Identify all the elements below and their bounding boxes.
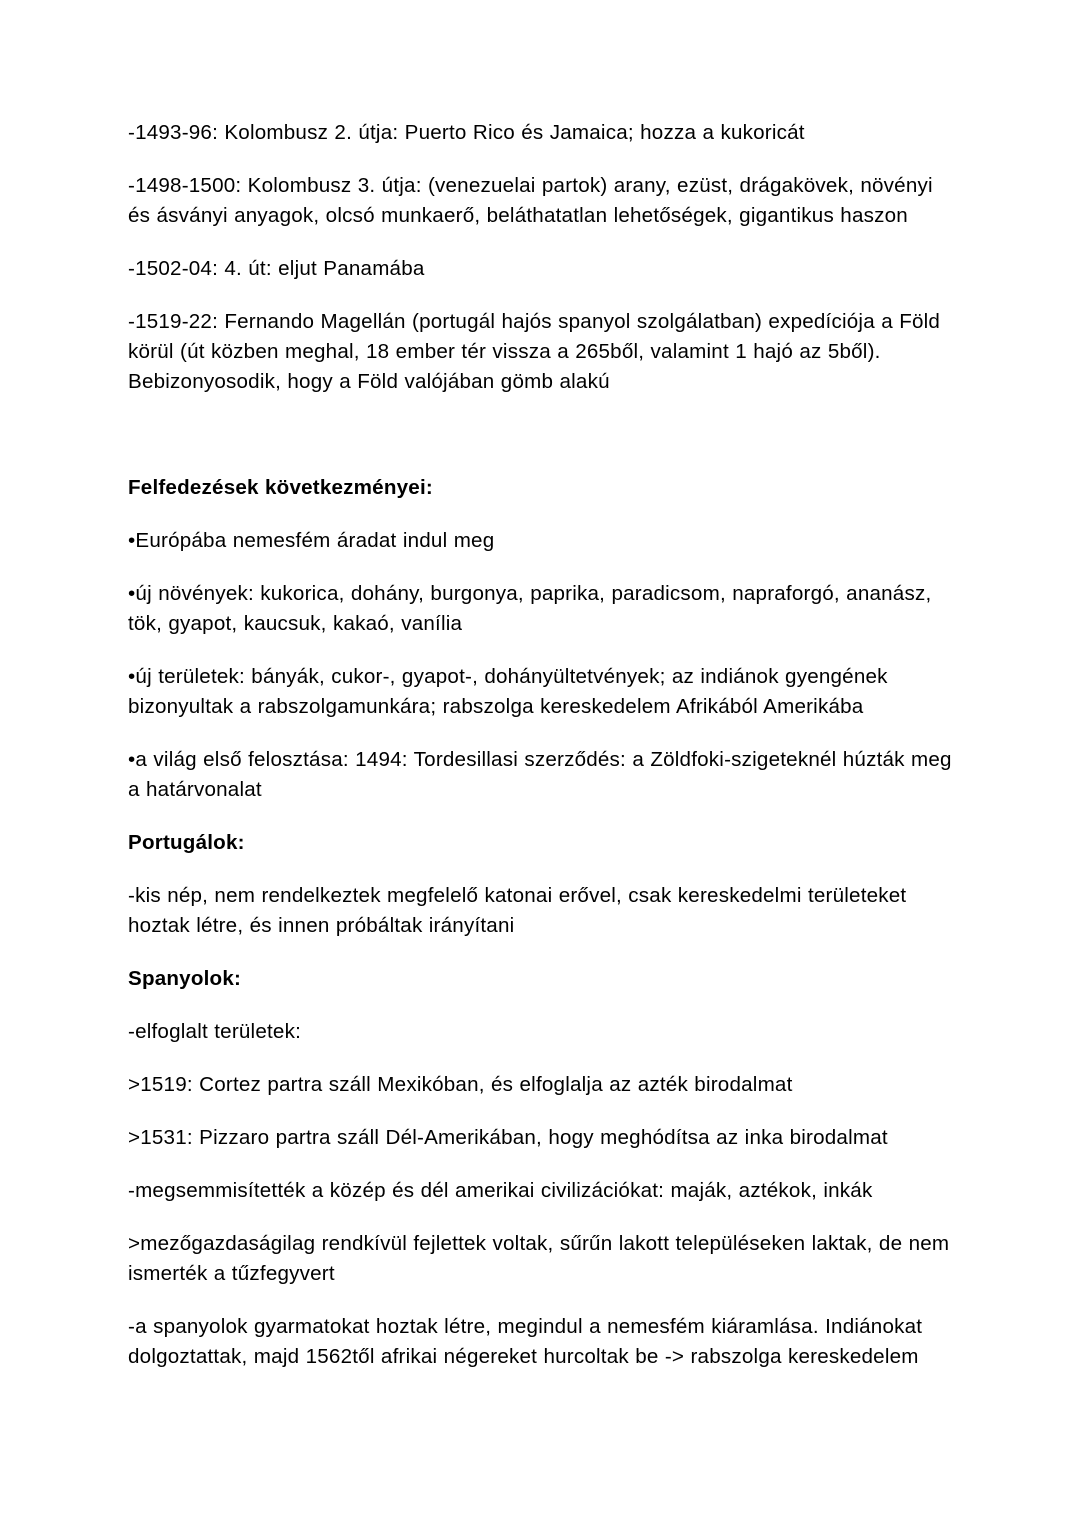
heading-portuguese: Portugálok: xyxy=(128,831,245,854)
paragraph-magellan-circumnavigation: -1519-22: Fernando Magellán (portugál hajós spanyol szolgálatban) expedíciója a Föld körül (út közben meghal, 18 ember tér vissza a 265ből, valamint 1 hajó az 5ből). Bebizonyosodik, hogy a Föld valójában gömb alakú xyxy=(128,310,941,393)
paragraph-colonies-slave-trade: -a spanyolok gyarmatokat hoztak létre, megindul a nemesfém kiáramlása. Indiánokat dolgoztattak, majd 1562től afrikai négereket hurcoltak be -> rabszolga kereskedelem xyxy=(128,1315,923,1368)
bullet-treaty-of-tordesillas: •a világ első felosztása: 1494: Tordesillasi szerződés: a Zöldfoki-szigeteknél húzták meg a határvonalat xyxy=(128,748,952,801)
paragraph-portuguese-trade-posts: -kis nép, nem rendelkeztek megfelelő katonai erővel, csak kereskedelmi területeket hoztak létre, és innen próbáltak irányítani xyxy=(128,884,907,937)
paragraph-spacer xyxy=(128,420,956,450)
bullet-precious-metal-influx: •Európába nemesfém áradat indul meg xyxy=(128,529,495,552)
paragraph-destroyed-civilizations: -megsemmisítették a közép és dél amerikai civilizációkat: maják, aztékok, inkák xyxy=(128,1179,873,1202)
paragraph-cortez-mexico: >1519: Cortez partra száll Mexikóban, és elfoglalja az azték birodalmat xyxy=(128,1073,793,1096)
paragraph-columbus-second-voyage: -1493-96: Kolombusz 2. útja: Puerto Rico és Jamaica; hozza a kukoricát xyxy=(128,121,805,144)
paragraph-columbus-fourth-voyage: -1502-04: 4. út: eljut Panamába xyxy=(128,257,425,280)
heading-spanish: Spanyolok: xyxy=(128,967,242,990)
heading-consequences-of-discoveries: Felfedezések következményei: xyxy=(128,476,433,499)
paragraph-columbus-third-voyage: -1498-1500: Kolombusz 3. útja: (venezuelai partok) arany, ezüst, drágakövek, növényi és ásványi anyagok, olcsó munkaerő, beláthatatlan lehetőségek, gigantikus haszon xyxy=(128,174,933,227)
paragraph-occupied-territories: -elfoglalt területek: xyxy=(128,1020,302,1043)
bullet-new-territories: •új területek: bányák, cukor-, gyapot-, dohányültetvények; az indiánok gyengének bizonyultak a rabszolgamunkára; rabszolga kereskedelem Afrikából Amerikába xyxy=(128,665,888,718)
bullet-new-plants: •új növények: kukorica, dohány, burgonya, paprika, paradicsom, napraforgó, ananász, tök, gyapot, kaucsuk, kakaó, vanília xyxy=(128,582,932,635)
paragraph-pizzaro-south-america: >1531: Pizzaro partra száll Dél-Amerikában, hogy meghódítsa az inka birodalmat xyxy=(128,1126,888,1149)
document-text-body xyxy=(128,118,956,1372)
paragraph-agriculture-no-firearms: >mezőgazdaságilag rendkívül fejlettek voltak, sűrűn lakott településeken laktak, de nem ismerték a tűzfegyvert xyxy=(128,1232,950,1285)
